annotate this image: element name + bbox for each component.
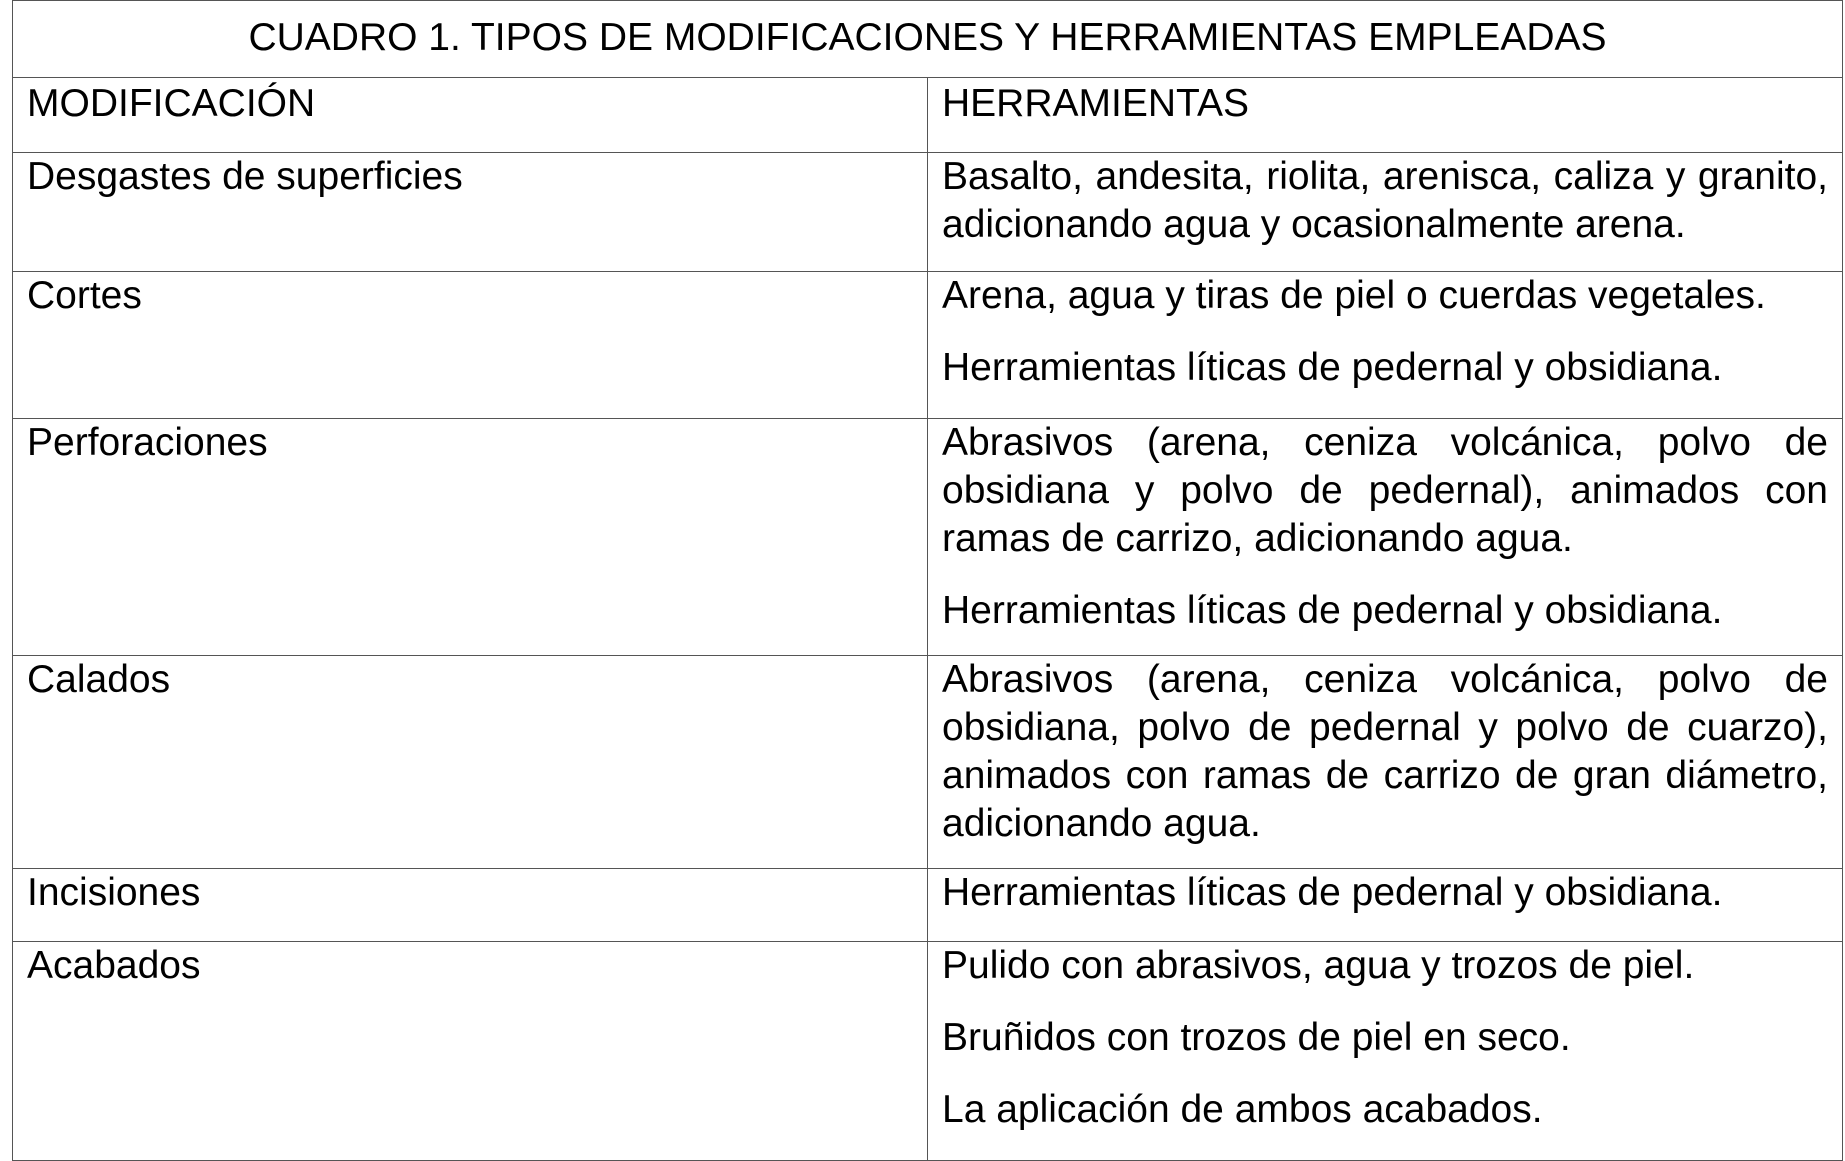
modification-cell: Acabados xyxy=(13,942,928,1161)
tools-cell xyxy=(928,419,1843,656)
header-row xyxy=(13,78,1843,153)
table-row xyxy=(13,656,1843,869)
tools-paragraph: Arena, agua y tiras de piel o cuerdas vegetales. xyxy=(942,274,1766,317)
table-row xyxy=(13,869,1843,942)
tools-paragraph: Basalto, andesita, riolita, arenisca, caliza y granito, adicionando agua y ocasionalmente arena. xyxy=(942,155,1828,246)
tools-cell xyxy=(928,272,1843,419)
modification-cell: Cortes xyxy=(13,272,928,419)
tools-paragraph: La aplicación de ambos acabados. xyxy=(942,1088,1543,1131)
tools-cell xyxy=(928,656,1843,869)
tools-cell xyxy=(928,869,1843,942)
title-row xyxy=(13,1,1843,78)
header-tools: HERRAMIENTAS xyxy=(928,78,1843,153)
tools-paragraph: Abrasivos (arena, ceniza volcánica, polvo de obsidiana y polvo de pedernal), animados con ramas de carrizo, adicionando agua. xyxy=(942,421,1828,560)
tools-paragraph: Bruñidos con trozos de piel en seco. xyxy=(942,1016,1571,1059)
table-row xyxy=(13,153,1843,272)
modification-cell: Perforaciones xyxy=(13,419,928,656)
modification-cell: Incisiones xyxy=(13,869,928,942)
table-row xyxy=(13,942,1843,1161)
table-row xyxy=(13,272,1843,419)
tools-paragraph: Herramientas líticas de pedernal y obsidiana. xyxy=(942,589,1723,632)
table-row xyxy=(13,419,1843,656)
modification-cell: Calados xyxy=(13,656,928,869)
table-container xyxy=(12,0,1843,1161)
tools-paragraph: Pulido con abrasivos, agua y trozos de piel. xyxy=(942,944,1695,987)
tools-cell xyxy=(928,942,1843,1161)
modifications-tools-table xyxy=(12,0,1843,1161)
tools-paragraph: Herramientas líticas de pedernal y obsidiana. xyxy=(942,871,1723,914)
modification-cell: Desgastes de superficies xyxy=(13,153,928,272)
tools-paragraph: Abrasivos (arena, ceniza volcánica, polvo de obsidiana, polvo de pedernal y polvo de cuarzo), animados con ramas de carrizo de gran diámetro, adicionando agua. xyxy=(942,658,1828,845)
header-modification: MODIFICACIÓN xyxy=(13,78,928,153)
table-title: CUADRO 1. TIPOS DE MODIFICACIONES Y HERRAMIENTAS EMPLEADAS xyxy=(13,1,1843,78)
tools-cell xyxy=(928,153,1843,272)
tools-paragraph: Herramientas líticas de pedernal y obsidiana. xyxy=(942,346,1723,389)
